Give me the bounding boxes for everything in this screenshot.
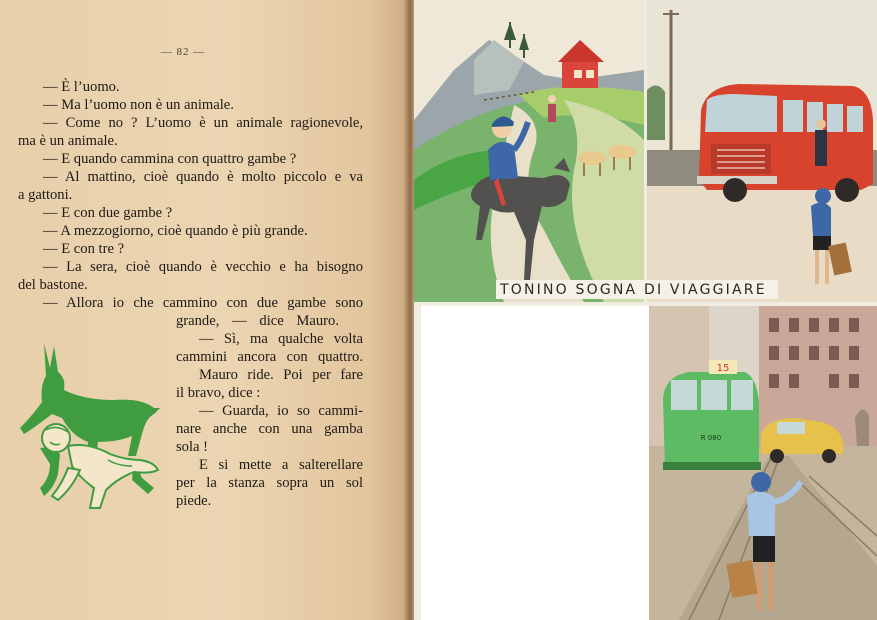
tram-number: 15 (716, 363, 730, 374)
tram-plate: R 080 (700, 434, 722, 442)
blank-white-panel (421, 306, 649, 620)
text-line: — E quando cammina con quattro gambe ? (43, 151, 297, 167)
text-line: E si mette a salterellare (199, 457, 363, 473)
text-line: — Allora io che cammino con due gambe sono (43, 295, 363, 311)
donkey-child-illustration (14, 338, 164, 518)
text-line: a gattoni. (18, 187, 73, 203)
text-line: il bravo, dice : (176, 385, 261, 401)
text-line: — Come no ? L’uomo è un animale ragionevole, (43, 115, 363, 131)
text-line: — Guarda, io so cammi- (199, 403, 363, 419)
text-line: grande, — dice Mauro. (176, 313, 339, 329)
text-line: piede. (176, 493, 212, 509)
donkey-ride-illustration (414, 0, 644, 302)
text-line: ma è un animale. (18, 133, 118, 149)
text-line: del bastone. (18, 277, 88, 293)
text-line: per la stanza sopra un sol (176, 475, 363, 491)
text-line: — È l’uomo. (43, 79, 120, 95)
illustration-caption: TONINO SOGNA DI VIAGGIARE (496, 280, 778, 299)
text-line: sola ! (176, 439, 209, 455)
page-number: — 82 — (160, 46, 206, 58)
text-line: — La sera, cioè quando è vecchio e ha bisogno (43, 259, 363, 275)
text-line: — Ma l’uomo non è un animale. (43, 97, 234, 113)
left-page (0, 0, 412, 620)
text-line: cammini ancora con quattro. (176, 349, 363, 365)
text-line: Mauro ride. Poi per fare (199, 367, 363, 383)
text-line: nare anche con una gamba (176, 421, 363, 437)
text-line: — E con tre ? (43, 241, 125, 257)
bus-illustration (647, 0, 877, 302)
text-line: — A mezzogiorno, cioè quando è più grande. (43, 223, 308, 239)
text-line: — Al mattino, cioè quando è molto piccolo e va (43, 169, 363, 185)
tram-illustration (649, 306, 877, 620)
text-line: — E con due gambe ? (43, 205, 173, 221)
text-line: — Sì, ma qualche volta (199, 331, 363, 347)
